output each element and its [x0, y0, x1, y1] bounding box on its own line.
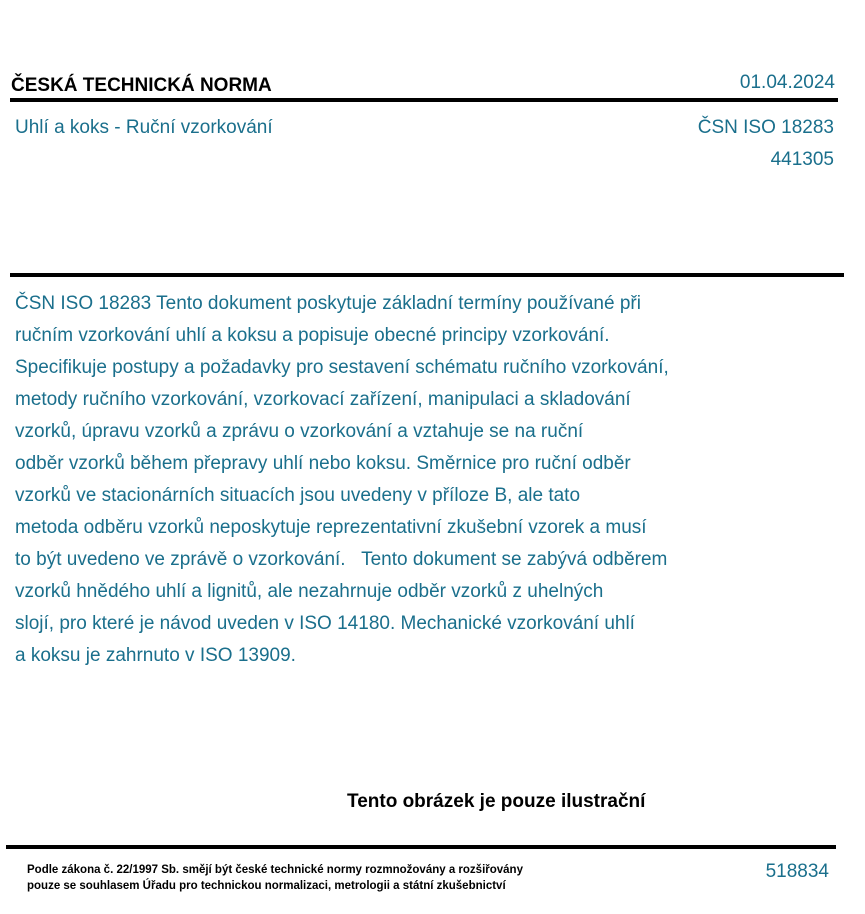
abstract-line: a koksu je zahrnuto v ISO 13909. [15, 645, 296, 666]
standard-number: ČSN ISO 18283 [697, 117, 834, 138]
abstract-line: vzorků ve stacionárních situacích jsou uvedeny v příloze B, ale tato [15, 485, 581, 506]
abstract-line: to být uvedeno ve zprávě o vzorkování. Tento dokument se zabývá odběrem [15, 549, 668, 570]
abstract-line: metoda odběru vzorků neposkytuje reprezentativní zkušební vzorek a musí [15, 517, 647, 538]
standard-title: Uhlí a koks - Ruční vzorkování [15, 117, 273, 138]
document-type-title: ČESKÁ TECHNICKÁ NORMA [11, 75, 272, 96]
legal-notice-line: Podle zákona č. 22/1997 Sb. smějí být české technické normy rozmnožovány a rozšiřovány [27, 864, 523, 876]
abstract-line: slojí, pro které je návod uveden v ISO 14180. Mechanické vzorkování uhlí [15, 613, 635, 634]
standard-classification: 441305 [770, 149, 834, 170]
legal-notice [27, 862, 523, 894]
legal-notice-line: pouze se souhlasem Úřadu pro technickou normalizaci, metrologii a státní zkušebnictví [27, 880, 506, 892]
footer-divider [6, 845, 836, 849]
abstract-line: vzorků hnědého uhlí a lignitů, ale nezahrnuje odběr vzorků z uhelných [15, 581, 604, 602]
publication-date: 01.04.2024 [739, 72, 835, 93]
illustration-disclaimer: Tento obrázek je pouze ilustrační [347, 791, 646, 812]
abstract-divider [10, 273, 844, 277]
abstract-line: odběr vzorků během přepravy uhlí nebo koksu. Směrnice pro ruční odběr [15, 453, 631, 474]
document-id: 518834 [765, 861, 829, 882]
header-divider [10, 98, 838, 102]
abstract-line: vzorků, úpravu vzorků a zprávu o vzorkování a vztahuje se na ruční [15, 421, 584, 442]
abstract-line: ručním vzorkování uhlí a koksu a popisuje obecné principy vzorkování. [15, 325, 610, 346]
abstract-line: ČSN ISO 18283 Tento dokument poskytuje základní termíny používané při [15, 293, 641, 314]
abstract-text [15, 288, 805, 672]
abstract-line: Specifikuje postupy a požadavky pro sestavení schématu ručního vzorkování, [15, 357, 669, 378]
abstract-line: metody ručního vzorkování, vzorkovací zařízení, manipulaci a skladování [15, 389, 631, 410]
